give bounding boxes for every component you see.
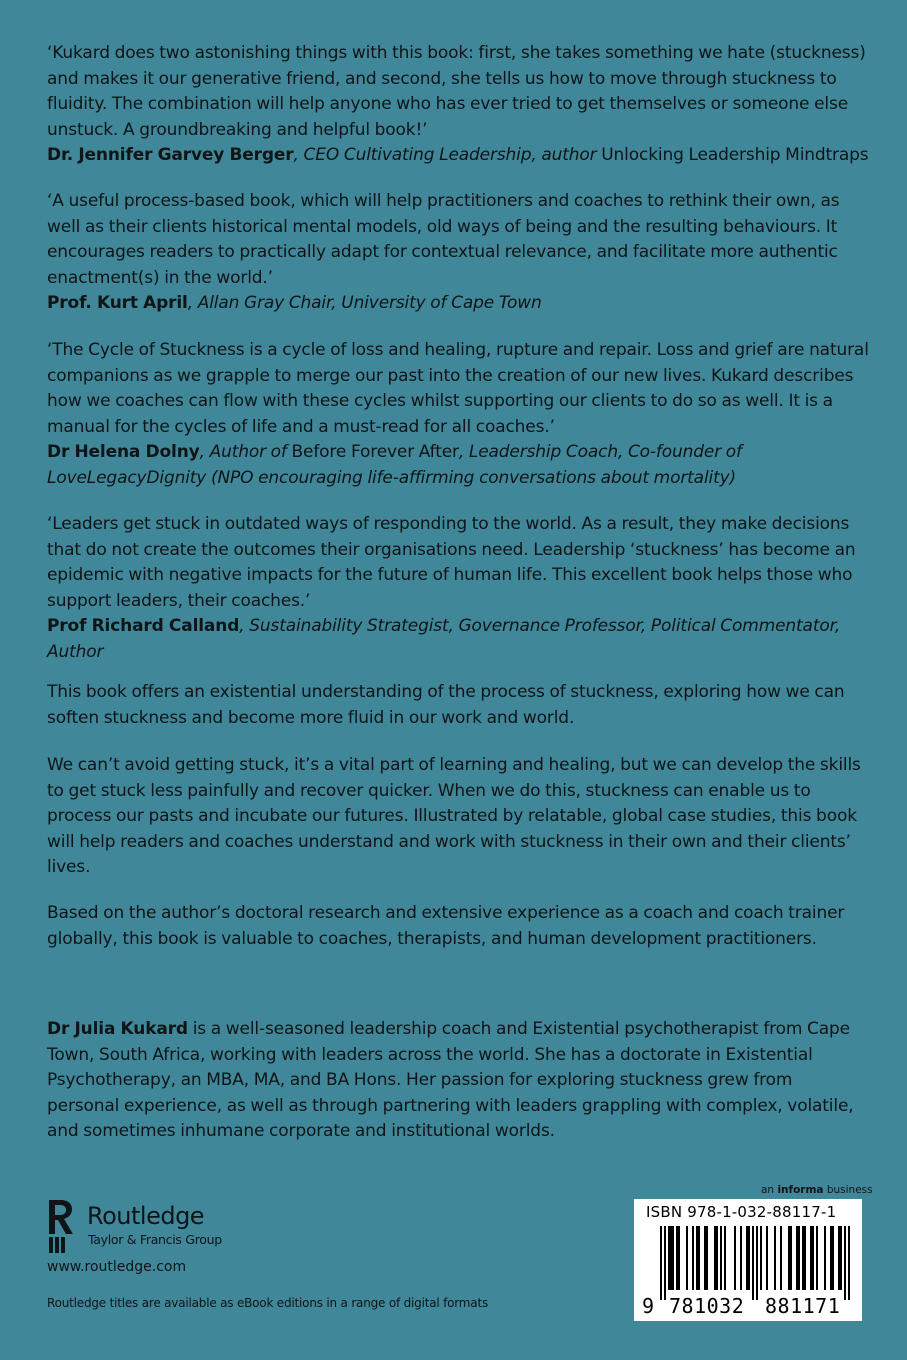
barcode-bar	[802, 1226, 804, 1290]
endorsement-2	[47, 189, 869, 317]
barcode-bar	[706, 1226, 708, 1290]
blurb-text: This book offers an existential understanding of the process of stuckness, exploring how we can soften stuckness and become more fluid in our work and world.	[47, 682, 845, 728]
barcode-bar	[780, 1226, 782, 1290]
barcode-bar	[716, 1226, 718, 1290]
endorsement-text: ‘Kukard does two astonishing things with this book: first, she takes something we hate (stuckness) and makes it our generative friend, and second, she tells us how to move through stuckness to fluidity. The combination will help anyone who has ever tried to get themselves or someone else unstuck. A groundbreaking and helpful book!’	[47, 43, 866, 140]
publisher-website: www.routledge.com	[47, 1259, 187, 1275]
barcode-bar	[698, 1226, 700, 1290]
blurb-paragraph-1	[47, 680, 869, 731]
publisher-logo	[46, 1198, 256, 1258]
blurb-paragraph-2	[47, 753, 869, 881]
barcode-bar	[724, 1226, 726, 1290]
blurb-text: We can’t avoid getting stuck, it’s a vital part of learning and healing, but we can develop the skills to get stuck less painfully and recover quicker. When we do this, stuckness can enable us to process our pasts and incubate our futures. Illustrated by relatable, global case studies, this book will help readers and coaches understand and work with stuckness in their own and their clients’ lives.	[47, 755, 861, 877]
endorser-role: , Author of	[199, 442, 292, 462]
endorsement-4	[47, 512, 869, 665]
barcode-bar	[756, 1226, 758, 1300]
barcode-digits-left: 781032	[669, 1294, 745, 1318]
endorser-work: Unlocking Leadership Mindtraps	[601, 145, 869, 165]
author-name: Dr Julia Kukard	[47, 1019, 188, 1039]
barcode-bar	[704, 1226, 706, 1290]
isbn-barcode	[634, 1199, 862, 1321]
author-bio-text	[47, 1017, 869, 1145]
blurb-paragraph-3	[47, 901, 869, 952]
barcode-bar	[766, 1226, 768, 1290]
endorsement-1	[47, 41, 869, 169]
endorser-role: , Sustainability Strategist, Governance Professor, Political Commentator, Author	[47, 616, 841, 662]
barcode-bar	[840, 1226, 842, 1290]
barcode-bar	[720, 1226, 722, 1290]
barcode-bar	[810, 1226, 812, 1290]
barcode-bar	[676, 1226, 678, 1290]
barcode-bar	[832, 1226, 834, 1290]
endorser-name: Dr. Jennifer Garvey Berger	[47, 145, 294, 165]
endorsement-attribution	[47, 440, 869, 491]
barcode-bar	[848, 1226, 850, 1300]
barcode-bar	[796, 1226, 798, 1290]
barcode-bar	[740, 1226, 742, 1290]
barcode-bar	[844, 1226, 846, 1300]
barcode-bar	[812, 1226, 814, 1290]
endorsement-3	[47, 338, 869, 491]
informa-word: informa	[777, 1184, 824, 1196]
barcode-bar	[816, 1226, 818, 1290]
endorser-role: , Allan Gray Chair, University of Cape Town	[187, 293, 542, 313]
blurb-text: Based on the author’s doctoral research and extensive experience as a coach and coach trainer globally, this book is valuable to coaches, therapists, and human development practitioners.	[47, 903, 845, 949]
barcode-bar	[774, 1226, 776, 1290]
endorsement-attribution	[47, 614, 869, 665]
barcode-digits-right: 881171	[765, 1294, 841, 1318]
barcode-bar	[692, 1226, 694, 1290]
endorser-role: , CEO Cultivating Leadership, author	[293, 145, 602, 165]
barcode-bar	[678, 1226, 680, 1290]
author-bio	[47, 1017, 869, 1145]
barcode-bar	[672, 1226, 674, 1290]
barcode-bar	[668, 1226, 670, 1290]
informa-business-label	[761, 1184, 873, 1196]
barcode-bar	[696, 1226, 698, 1290]
ebook-note: Routledge titles are available as eBook editions in a range of digital formats	[47, 1296, 489, 1310]
endorsement-attribution	[47, 291, 869, 317]
barcode-bar	[830, 1226, 832, 1290]
author-description: is a well-seasoned leadership coach and Existential psychotherapist from Cape Town, South Africa, working with leaders across the world. She has a doctorate in Existential Psychotherapy, an MBA, MA, and BA Hons. Her passion for exploring stuckness grew from personal experience, as well as through partnering with leaders grappling with complex, volatile, and sometimes inhumane corporate and institutional worlds.	[47, 1019, 854, 1141]
endorsement-text: ‘The Cycle of Stuckness is a cycle of loss and healing, rupture and repair. Loss and grief are natural companions as we grapple to merge our past into the creation of our new lives. Kukard describes how we coaches can flow with these cycles whilst supporting our clients to do so as well. It is a manual for the cycles of life and a must-read for all coaches.’	[47, 340, 869, 437]
informa-prefix: an	[761, 1184, 778, 1196]
endorser-name: Prof. Kurt April	[47, 293, 188, 313]
barcode-bar	[752, 1226, 754, 1300]
endorsement-text: ‘A useful process-based book, which will help practitioners and coaches to rethink their own, as well as their clients historical mental models, old ways of being and the resulting behaviours. It encourages readers to practically adapt for contextual relevance, and facilitate more authentic enactment(s) in the world.’	[47, 191, 840, 288]
barcode-bar	[760, 1226, 762, 1290]
publisher-group: Taylor & Francis Group	[88, 1232, 222, 1247]
barcode-bar	[660, 1226, 662, 1300]
barcode-number	[634, 1294, 862, 1318]
barcode-bar	[670, 1226, 672, 1290]
endorsement-text: ‘Leaders get stuck in outdated ways of responding to the world. As a result, they make decisions that do not create the outcomes their organisations need. Leadership ‘stuckness’ has become an epidemic with negative impacts for the future of human life. This excellent book helps those who support leaders, their coaches.’	[47, 514, 856, 611]
endorser-role-continued: , Leadership Coach, Co-founder of LoveLegacyDignity (NPO encouraging life-affirming conversations about mortality)	[47, 442, 742, 488]
barcode-bar	[748, 1226, 750, 1290]
barcode-bar	[838, 1226, 840, 1290]
barcode-bar	[788, 1226, 790, 1290]
barcode-bar	[804, 1226, 806, 1290]
barcode-bar	[824, 1226, 826, 1290]
barcode-digit-first: 9	[642, 1294, 655, 1318]
endorser-work: Before Forever After	[291, 442, 459, 462]
isbn-label: ISBN 978-1-032-88117-1	[646, 1203, 837, 1221]
informa-suffix: business	[823, 1184, 873, 1196]
barcode-bar	[686, 1226, 688, 1290]
endorsement-attribution	[47, 143, 869, 169]
publisher-name: Routledge	[87, 1202, 205, 1230]
barcode-bar	[746, 1226, 748, 1290]
barcode-bar	[790, 1226, 792, 1290]
routledge-r-icon	[46, 1198, 78, 1254]
barcode-bar	[798, 1226, 800, 1290]
barcode-bar	[664, 1226, 666, 1300]
endorser-name: Dr Helena Dolny	[47, 442, 200, 462]
barcode-bar	[734, 1226, 736, 1290]
endorser-name: Prof Richard Calland	[47, 616, 240, 636]
barcode-bar	[714, 1226, 716, 1290]
